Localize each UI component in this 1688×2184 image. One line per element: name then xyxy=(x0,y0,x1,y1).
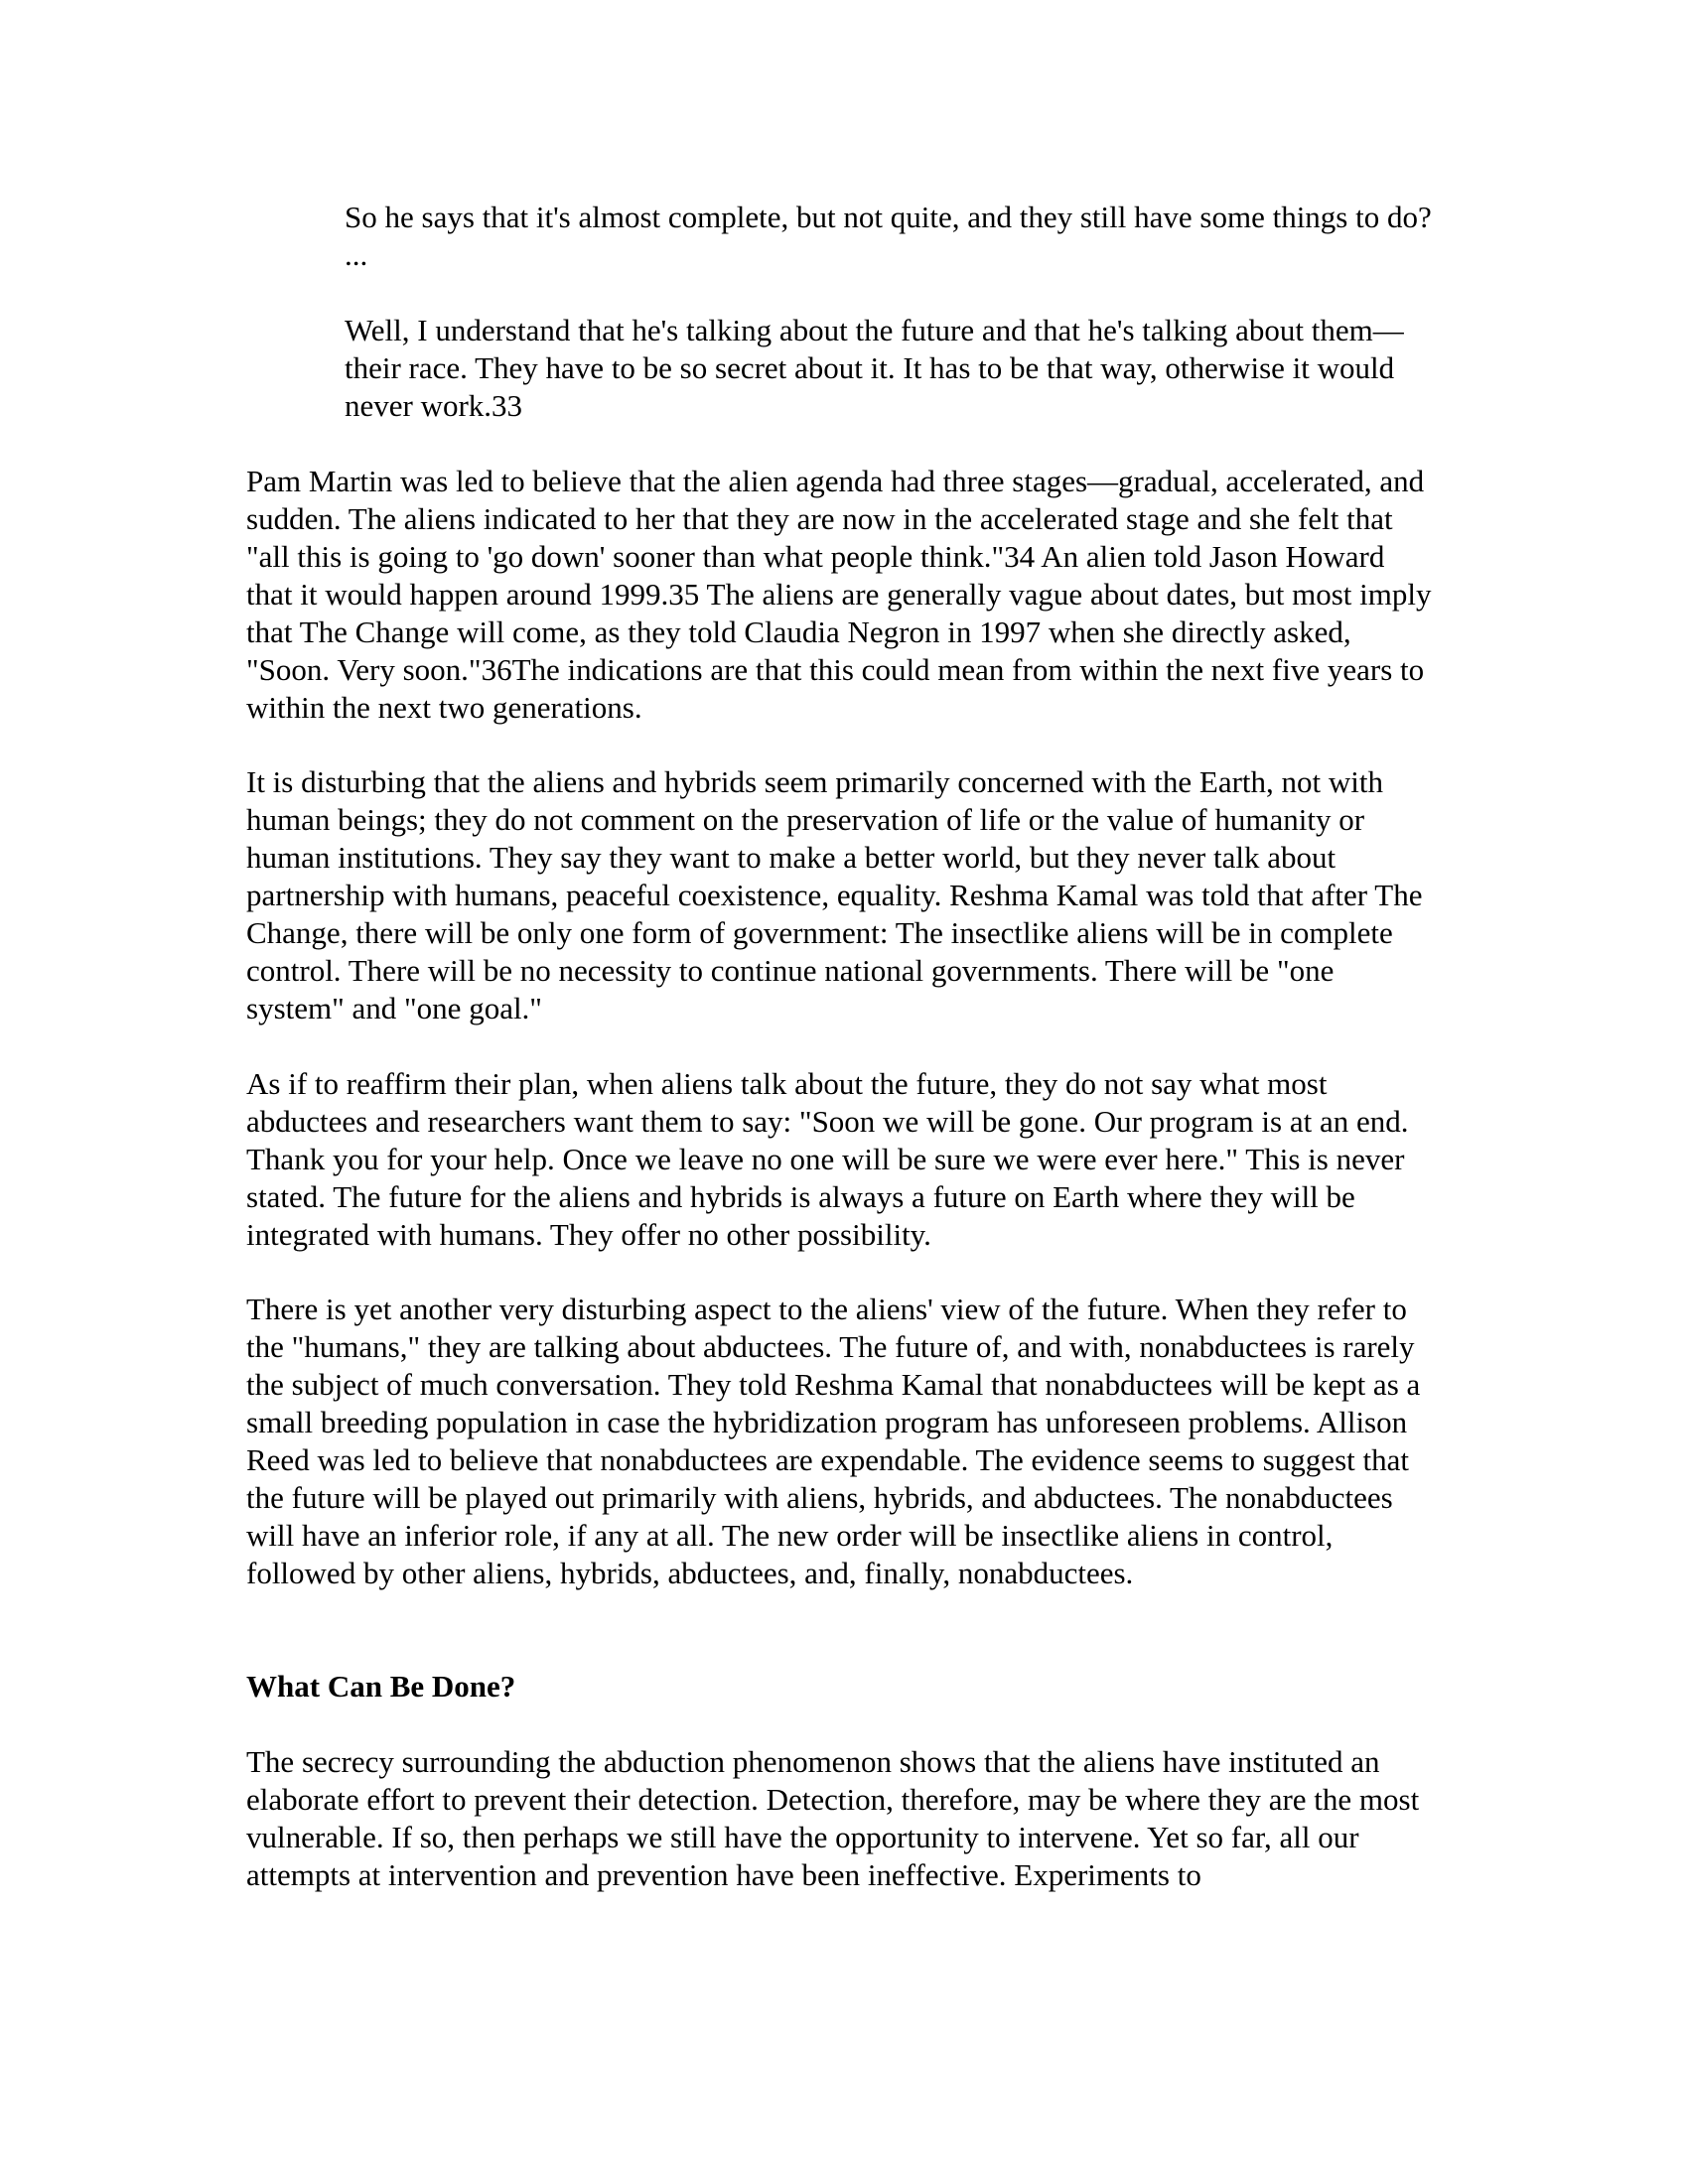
final-paragraph: The secrecy surrounding the abduction phenomenon shows that the aliens have instituted an elaborate effort to prevent their detection. Detection, therefore, may be where they are the most vulnerable. If so, then perhaps we still have the opportunity to intervene. Yet so far, all our attempts at intervention and prevention have been ineffective. Experiments to xyxy=(246,1744,1420,1892)
quote-paragraph-2: Well, I understand that he's talking about the future and that he's talking about them—their race. They have to be so secret about it. It has to be that way, otherwise it would never work.33 xyxy=(345,313,1404,423)
section-heading: What Can Be Done? xyxy=(246,1669,516,1704)
body-paragraph-4: There is yet another very disturbing aspect to the aliens' view of the future. When they refer to the "humans," they are talking about abductees. The future of, and with, nonabductees is rarely the subject of much conversation. They told Reshma Kamal that nonabductees will be kept as a small breeding population in case the hybridization program has unforeseen problems. Allison Reed was led to believe that nonabductees are expendable. The evidence seems to suggest that the future will be played out primarily with aliens, hybrids, and abductees. The nonabductees will have an inferior role, if any at all. The new order will be insectlike aliens in control, followed by other aliens, hybrids, abductees, and, finally, nonabductees. xyxy=(246,1292,1421,1590)
body-paragraph-3: As if to reaffirm their plan, when aliens talk about the future, they do not say what most abductees and researchers want them to say: "Soon we will be gone. Our program is at an end. Thank you for your help. Once we leave no one will be sure we were ever here." This is never stated. The future for the aliens and hybrids is always a future on Earth where they will be integrated with humans. They offer no other possibility. xyxy=(246,1066,1409,1252)
quote-paragraph-1: So he says that it's almost complete, but not quite, and they still have some things to do? ... xyxy=(345,200,1432,272)
body-paragraph-2: It is disturbing that the aliens and hybrids seem primarily concerned with the Earth, not with human beings; they do not comment on the preservation of life or the value of humanity or human institutions. They say they want to make a better world, but they never talk about partnership with humans, peaceful coexistence, equality. Reshma Kamal was told that after The Change, there will be only one form of government: The insectlike aliens will be in complete control. There will be no necessity to continue national governments. There will be "one system" and "one goal." xyxy=(246,764,1423,1025)
body-paragraph-1: Pam Martin was led to believe that the alien agenda had three stages—gradual, accelerated, and sudden. The aliens indicated to her that they are now in the accelerated stage and she felt that "all this is going to 'go down' sooner than what people think."34 An alien told Jason Howard that it would happen around 1999.35 The aliens are generally vague about dates, but most imply that The Change will come, as they told Claudia Negron in 1997 when she directly asked, "Soon. Very soon."36The indications are that this could mean from within the next five years to within the next two generations. xyxy=(246,464,1432,725)
